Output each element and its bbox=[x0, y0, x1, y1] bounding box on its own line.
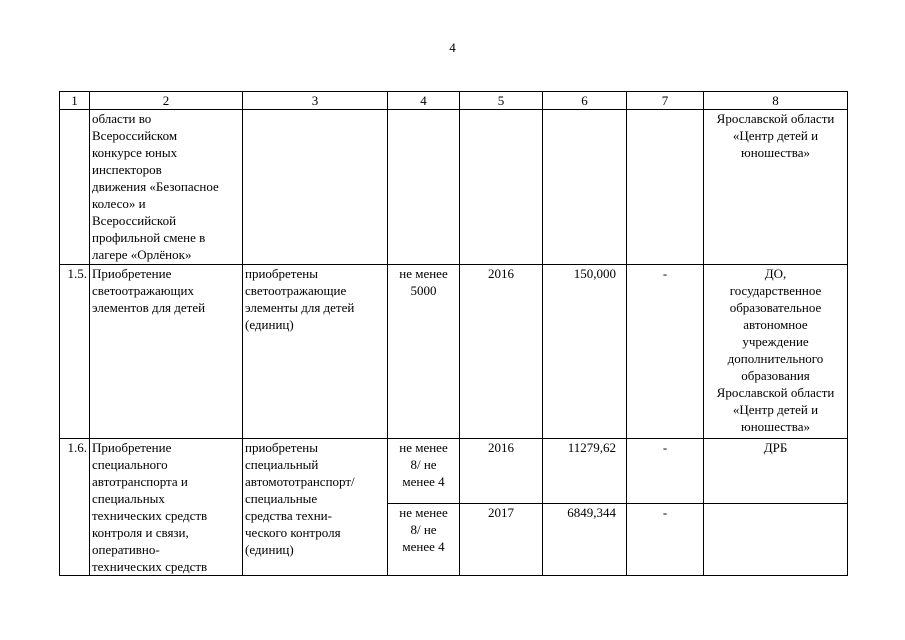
program-table bbox=[59, 91, 848, 576]
col7-cell bbox=[627, 110, 704, 265]
table-row bbox=[60, 110, 848, 265]
indicator-value-cell: не менее 8/ не менее 4 bbox=[388, 439, 460, 504]
header-cell: 1 bbox=[60, 92, 90, 110]
header-cell: 6 bbox=[543, 92, 627, 110]
row-number-cell: 1.5. bbox=[60, 265, 90, 439]
measure-name-cell: области во Всероссийском конкурсе юных инспекторов движения «Безопасное колесо» и Всероссийской профильной смене в лагере «Орлёнок» bbox=[90, 110, 243, 265]
col7-cell: - bbox=[627, 265, 704, 439]
amount-cell: 6849,344 bbox=[543, 504, 627, 576]
col7-cell: - bbox=[627, 504, 704, 576]
header-cell: 4 bbox=[388, 92, 460, 110]
header-cell: 2 bbox=[90, 92, 243, 110]
year-cell bbox=[460, 110, 543, 265]
amount-cell: 11279,62 bbox=[543, 439, 627, 504]
row-number-cell bbox=[60, 110, 90, 265]
col7-cell: - bbox=[627, 439, 704, 504]
measure-name-cell: Приобретение специального автотранспорта и специальных технических средств контроля и связи, оперативно- технических средств bbox=[90, 439, 243, 576]
year-cell: 2017 bbox=[460, 504, 543, 576]
indicator-cell bbox=[243, 110, 388, 265]
year-cell: 2016 bbox=[460, 439, 543, 504]
table-row bbox=[60, 439, 848, 504]
year-cell: 2016 bbox=[460, 265, 543, 439]
executor-cell: Ярославской области «Центр детей и юношества» bbox=[704, 110, 848, 265]
page-number: 4 bbox=[449, 40, 456, 55]
executor-cell: ДРБ bbox=[704, 439, 848, 504]
indicator-value-cell: не менее 8/ не менее 4 bbox=[388, 504, 460, 576]
header-cell: 3 bbox=[243, 92, 388, 110]
indicator-value-cell bbox=[388, 110, 460, 265]
table-row bbox=[60, 265, 848, 439]
table-header-row bbox=[60, 92, 848, 110]
row-number-cell: 1.6. bbox=[60, 439, 90, 576]
indicator-cell: приобретены светоотражающие элементы для детей (единиц) bbox=[243, 265, 388, 439]
amount-cell bbox=[543, 110, 627, 265]
indicator-value-cell: не менее 5000 bbox=[388, 265, 460, 439]
header-cell: 7 bbox=[627, 92, 704, 110]
measure-name-cell: Приобретение светоотражающих элементов для детей bbox=[90, 265, 243, 439]
executor-cell-empty bbox=[704, 504, 848, 576]
executor-cell: ДО, государственное образовательное автономное учреждение дополнительного образования Ярославской области «Центр детей и юношества» bbox=[704, 265, 848, 439]
header-cell: 5 bbox=[460, 92, 543, 110]
indicator-cell: приобретены специальный автомототранспорт/ специальные средства техни- ческого контроля (единиц) bbox=[243, 439, 388, 576]
amount-cell: 150,000 bbox=[543, 265, 627, 439]
header-cell: 8 bbox=[704, 92, 848, 110]
